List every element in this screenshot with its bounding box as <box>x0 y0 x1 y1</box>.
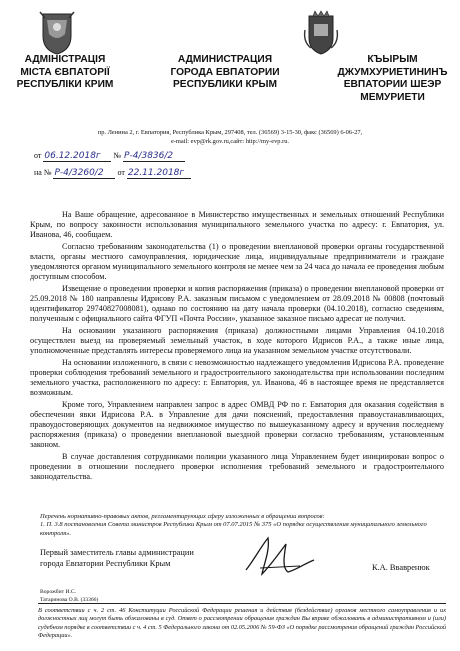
paragraph: В случае доставления сотрудниками полиции указанного лица Управлением будет инициирован вопрос о проведении в отношении последнего проверки исполнения требований земельного и градостроительного законодательства. <box>30 452 444 481</box>
position-line: города Евпатории Республики Крым <box>40 558 171 568</box>
incoming-reference <box>34 168 191 179</box>
appeal-rights-text: В соответствии с ч. 2 ст. 46 Конституции Российской Федерации решения и действия (бездействие) органов местного самоуправления и их должностных лиц могут быть обжалованы в суд. Ответ о рассмотрении обращения граждан Вы вправе обжаловать в административном и (или) судебном порядке в соответствии с ч. 4 ст. 5 Федерального закона от 02.05.2006 № 59-ФЗ «О порядке рассмотрения обращений граждан Российской Федерации». <box>38 607 446 640</box>
letter-body <box>30 210 444 484</box>
title-line: ГОРОДА ЕВПАТОРИИ <box>170 66 280 78</box>
signatory-name: К.А. Ввавренюк <box>372 563 430 572</box>
title-line: ЕВПАТОРИИ ШЕЭР <box>343 79 442 90</box>
paragraph: Извещение о проведении проверки и копия распоряжения (приказа) о проведении внеплановой проверки от 25.09.2018 № 180 направлены Идрисову Р.А. заказным письмом с уведомлением от 28.09.2018 № 00808 (почтовый идентификатор 29740827008081), однако по состоянию на дату начала проверки (04.10.2018), согласно сведениям, полученным с официального сайта ФГУП «Почта России», указанное заказное письмо адресат не получил. <box>30 284 444 323</box>
title-line: КЪЫРЫМ <box>367 54 418 65</box>
title-ukrainian <box>10 54 120 92</box>
outgoing-registration <box>34 151 185 162</box>
address-line: пр. Ленина 2, г. Евпатория, Республика Крым, 297408, тел. (36569) 3-15-30, факс (36569) 6-06-27, <box>97 129 363 136</box>
executor-line: Татаринова О.В. (33366) <box>40 596 99 603</box>
evpatoria-coat-of-arms-icon <box>301 10 341 56</box>
executors-block <box>40 589 98 604</box>
executor-line: Ворожбит И.С. <box>40 589 77 595</box>
title-line: МЕМУРИЕТИ <box>360 91 425 103</box>
title-line: АДМИНИСТРАЦИЯ <box>177 54 273 65</box>
paragraph: Согласно требованиям законодательства (1) о проведении внеплановой проверки органы государственной власти, органы местного самоуправления, юридические лица, индивидуальные предприниматели и граждане уведомляются органом муниципального земельного контроля не менее чем за 24 часа до начала ее проведения любым доступным способом. <box>30 242 444 281</box>
paragraph: На основании указанного распоряжения (приказа) должностными лицами Управления 04.10.2018 осуществлен выезд на проверяемый земельный участок, в ходе которого Идрисов Р.А., а также иные лица, уполномоченные представлять интересы проверяемого лица на указанном земельном участке отсутствовали. <box>30 326 444 355</box>
paragraph: На Ваше обращение, адресованное в Министерство имущественных и земельных отношений Республики Крым, по вопросу законности использования муниципального земельного участка по адресу: г. Евпатория, ул. Иванова, 46, сообщаем. <box>30 210 444 239</box>
number-label: № <box>113 151 122 160</box>
signatory-position <box>40 548 194 569</box>
contact-line: e-mail: evp@rk.gov.ru,сайт: http://my-evp.ru. <box>170 138 290 145</box>
title-line: РЕСПУБЛІКИ КРИМ <box>16 79 114 90</box>
title-line: АДМІНІСТРАЦІЯ <box>24 54 106 65</box>
handwritten-signature <box>240 530 320 585</box>
outgoing-number: Р-4/3836/2 <box>123 151 185 162</box>
letterhead <box>0 10 460 118</box>
crimea-coat-of-arms-icon <box>37 10 77 56</box>
ref-label: на № <box>34 168 52 177</box>
legal-act-item: 1. П. 3.8 постановления Совета министров Республики Крым от 07.07.2015 № 375 «О порядке осуществления муниципального земельного контроля». <box>40 521 427 537</box>
ref-from-label: от <box>117 168 125 177</box>
from-label: от <box>34 151 42 160</box>
legal-acts-heading: Перечень нормативно-правовых актов, регламентирующих сферу изложенных в обращении вопросов: <box>40 513 325 520</box>
ref-date: 22.11.2018г <box>127 168 191 179</box>
title-russian <box>160 54 290 92</box>
address-block <box>0 128 460 146</box>
title-crimean-tatar <box>330 54 455 104</box>
outgoing-date: 06.12.2018г <box>43 151 111 162</box>
title-line: РЕСПУБЛИКИ КРЫМ <box>173 79 277 90</box>
paragraph: Кроме того, Управлением направлен запрос в адрес ОМВД РФ по г. Евпатория для оказания содействия в обеспечении явки Идрисова Р.А. в Управление для дачи пояснений, предоставления правоустанавливающих, правоудостоверяющих документов на недвижимое имущество по вышеуказанному адресу и вручения последнему распоряжения (приказа) о проведении внеплановой выездной проверки согласно требованиям, установленным законом. <box>30 400 444 449</box>
position-line: Первый заместитель главы администрации <box>40 548 194 557</box>
paragraph: На основании изложенного, в связи с невозможностью надлежащего уведомления Идрисова Р.А. проведение проверки соблюдения требований земельного и градостроительного законодательства при использовании последним земельного участка, расположенного по адресу: г. Евпатория, ул. Иванова, 46 в настоящее время не представляется возможным. <box>30 358 444 397</box>
ref-number: Р-4/3260/2 <box>53 168 115 179</box>
title-line: МІСТА ЄВПАТОРІЇ <box>20 66 110 78</box>
title-line: ДЖУМХУРИЕТИНИНЪ <box>337 66 448 78</box>
appeal-rights-note <box>38 603 446 641</box>
